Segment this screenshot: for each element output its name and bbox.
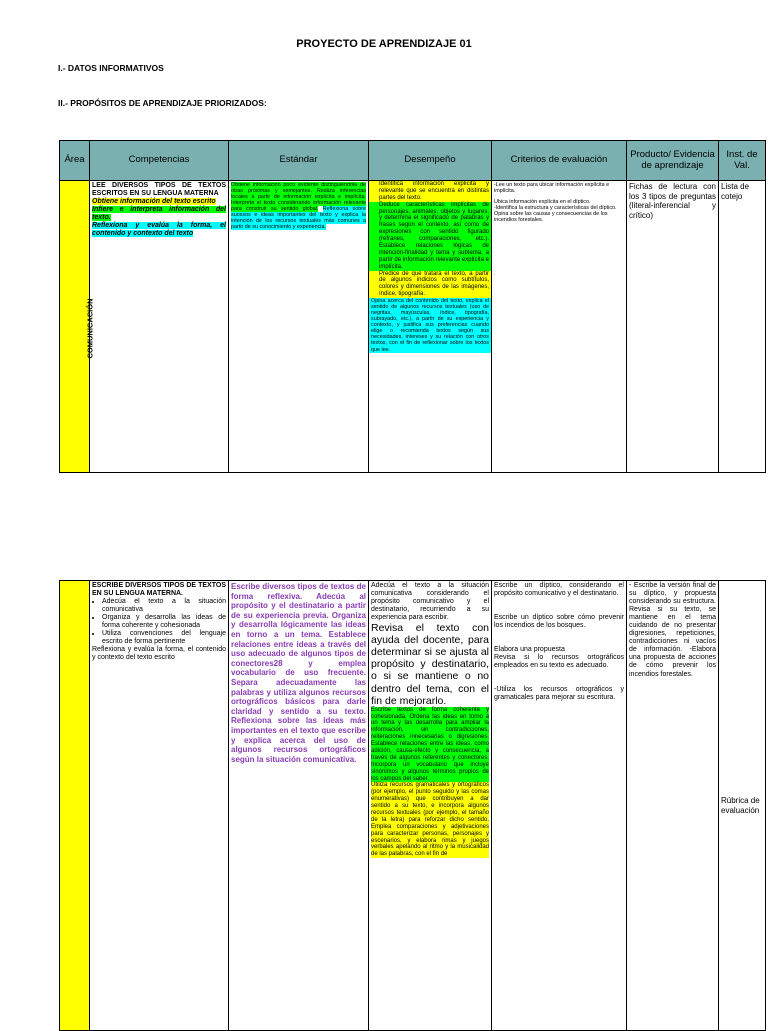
desempeno-item: Utiliza recursos gramaticales y ortográficos (por ejemplo, el punto seguido y las comas enumerativas) que contribuyen a dar sentido a su texto, e incorpora algunos recursos textuales (por ejemplo, el tamaño de la letra) para reforzar dicho sentido. Emplea comparaciones y adjetivaciones para caracterizar personas, personajes y escenarios, y elabora rimas y juegos verbales apelando al ritmo y la musicalidad de las palabras, con el fin de [371, 782, 489, 858]
producto-cell: - Escribe la versión final de su díptico, y propuesta considerando su estructura. Revisa si su texto, se mantiene en el tema cuidando de no presentar digresiones, repeticiones, contradicciones ni vacíos de información. -Elabora una propuesta de acciones de cómo prevenir los incendios forestales. [627, 581, 719, 1031]
area-cell [60, 581, 90, 1031]
desempeno-item: Identifica información explícita y relevante que se encuentra en distintas partes del texto. [369, 181, 491, 202]
criterio-item: Escribe un díptico sobre cómo prevenir los incendios de los bosques. [494, 614, 624, 630]
header-inst: Inst. de Val. [719, 141, 766, 181]
criterio-item: -Utiliza los recursos ortográficos y gramaticales para mejorar su escritura. [494, 686, 624, 702]
estandar-part-b: Reflexiona sobre sucesos e ideas importantes del texto y explica la intención de los recursos textuales más comunes a partir de su conocimiento y experiencia. [231, 206, 366, 231]
desempeno-cell [369, 181, 492, 473]
desempeno-cell [369, 581, 492, 1031]
desempeno-item: Predice de qué tratará el texto, a partir de algunos indicios como subtítulos, colores y dimensiones de las imágenes, índice, tipografía. [369, 271, 491, 299]
capacidad-infiere: Infiere e interpreta información del texto. [92, 206, 226, 222]
criterio-item: Revisa si lo recursos ortográficos empleados en su texto es adecuado. [494, 654, 624, 670]
desempeno-item: Adecúa el texto a la situación comunicativa considerando el propósito comunicativo y el destinatario, recurriendo a su experiencia para escribir. [371, 582, 489, 622]
estandar-cell [229, 181, 369, 473]
criterios-cell [492, 181, 627, 473]
criterio-item: Elabora una propuesta [494, 646, 565, 654]
area-cell [60, 181, 95, 473]
header-area: Área [60, 141, 90, 181]
competencia-item: • Organiza y desarrolla las ideas de forma coherente y cohesionada [102, 614, 226, 630]
header-competencias: Competencias [90, 141, 229, 181]
criterio-item: Ubica información explícita en el díptico. [494, 199, 591, 206]
page-title: PROYECTO DE APRENDIZAJE 01 [296, 38, 472, 50]
competencia-item: • Utiliza convenciones del lenguaje escrito de forma pertinente [102, 630, 226, 646]
competencias-table [59, 140, 766, 473]
producto-cell: Fichas de lectura con los 3 tipos de preguntas (literal-inferencial y crítico) [627, 181, 719, 473]
criterio-item: Escribe un díptico, considerando el propósito comunicativo y el destinatario. [494, 582, 624, 598]
header-producto: Producto/ Evidencia de aprendizaje [627, 141, 719, 181]
competencia-cell [90, 581, 229, 1031]
section-heading-datos: I.- DATOS INFORMATIVOS [58, 63, 164, 73]
criterios-cell [492, 581, 627, 1031]
desempeno-item: Escribe textos de forma coherente y cohesionada. Ordena las ideas en torno a un tema y las desarrolla para ampliar la información, sin contradicciones, reiteraciones innecesarias o digresiones. Establece relaciones entre las ideas, como adición, causa-efecto y consecuencia, a través de algunos referentes y conectores. Incorpora un vocabulario que incluye sinónimos y algunos términos propios de los campos del saber. [371, 706, 489, 782]
desempeno-item: Revisa el texto con ayuda del docente, para determinar si se ajusta al propósito y destinatario, o si se mantiene o no dentro del tema, con el fin de mejorarlo. [371, 622, 489, 707]
header-desempeno: Desempeño [369, 141, 492, 181]
competencia-cell [90, 181, 229, 473]
competencia-item: • Adecúa el texto a la situación comunicativa [102, 598, 226, 614]
desempeno-item: Opina acerca del contenido del texto, explica el sentido de algunos recursos textuales (uso de negritas, mayúsculas, índice, tipografía, subrayado, etc.), a partir de su experiencia y contexto, y justifica sus preferencias cuando elige o recomienda textos según sus necesidades, intereses y su relación con otros textos, con el fin de reflexionar sobre los textos que lee. [371, 298, 489, 353]
competencias-table-continued [59, 580, 766, 1031]
competencia-title: ESCRIBE DIVERSOS TIPOS DE TEXTOS EN SU LENGUA MATERNA. [92, 582, 226, 598]
criterio-item: . [494, 271, 496, 278]
criterio-item: Opina sobre las causas y consecuencias de los incendios forestales. [494, 211, 608, 224]
desempeno-item: Deduce características implícitas de personajes, animales, objetos y lugares, y determina el significado de palabras y frases según el contexto, así como de expresiones con sentido figurado (refranes, comparaciones, etc.). Establece relaciones lógicas de intención-finalidad y tema y subtema, a partir de información relevante explícita e implícita. [369, 202, 491, 271]
area-label: COMUNICACIÓN [85, 298, 95, 358]
criterio-item: -Identifica la estructura y características del díptico. [494, 205, 617, 212]
estandar-part-a: Obtiene información poco evidente distinguiéndola de otras próximas y semejantes. Realiza inferencias locales a partir de información explícita e implícita. Interpreta el texto considerando información relevante para construir su sentido global. [231, 182, 366, 213]
section-heading-propositos: II.- PROPÓSITOS DE APRENDIZAJE PRIORIZADOS: [58, 98, 267, 108]
estandar-cell: Escribe diversos tipos de textos de forma reflexiva. Adecúa al propósito y el destinatario a partir de su experiencia previa. Organiza y desarrolla lógicamente las ideas en torno a un tema. Establece relaciones entre ideas a través del uso adecuado de algunos tipos de conectores28 y emplea vocabulario de uso frecuente. Separa adecuadamente las palabras y utiliza algunos recursos ortográficos básicos para darle claridad y sentido a su texto. Reflexiona sobre las ideas más importantes en el texto que escribe y explica acerca del uso de algunos recursos ortográficos según la situación comunicativa. [229, 581, 369, 1031]
capacidad-obtiene: Obtiene información del texto escrito [92, 198, 216, 206]
capacidad-reflexiona: Reflexiona y evalúa la forma, el contenido y contexto del texto [92, 222, 226, 238]
competencia-tail: Reflexiona y evalúa la forma, el contenido y contexto del texto escrito [92, 646, 226, 662]
instrumento-cell: Lista de cotejo [719, 181, 766, 473]
header-criterios: Criterios de evaluación [492, 141, 627, 181]
header-estandar: Estándar [229, 141, 369, 181]
criterio-item: -Lee un texto para ubicar información explícita e implícita. [494, 182, 610, 195]
instrumento-cell: Rúbrica de evaluación [719, 581, 766, 1031]
competencia-title: LEE DIVERSOS TIPOS DE TEXTOS ESCRITOS EN SU LENGUA MATERNA [92, 182, 226, 198]
